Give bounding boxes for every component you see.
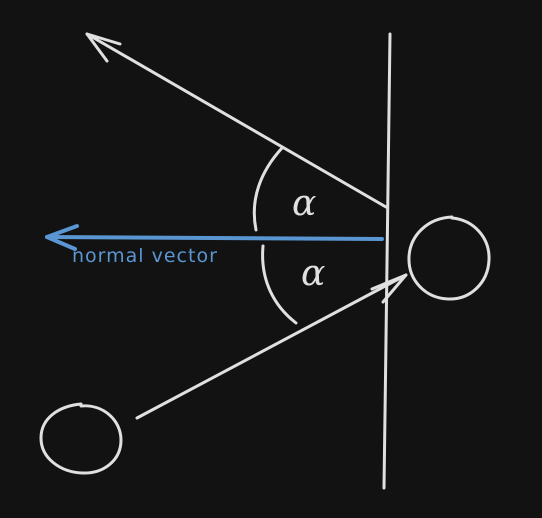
lower-angle-arc <box>263 246 296 323</box>
normal-vector-label: normal vector <box>72 245 218 267</box>
mirror-line <box>384 34 390 488</box>
upper-angle-arc <box>254 148 282 230</box>
image-circle <box>409 217 489 299</box>
reflected-ray <box>87 34 386 207</box>
incident-arrowhead <box>372 275 406 302</box>
source-circle <box>41 404 121 473</box>
upper-angle-label: α <box>292 183 317 224</box>
normal-vector-line <box>47 237 382 239</box>
lower-angle-label: α <box>301 253 326 294</box>
